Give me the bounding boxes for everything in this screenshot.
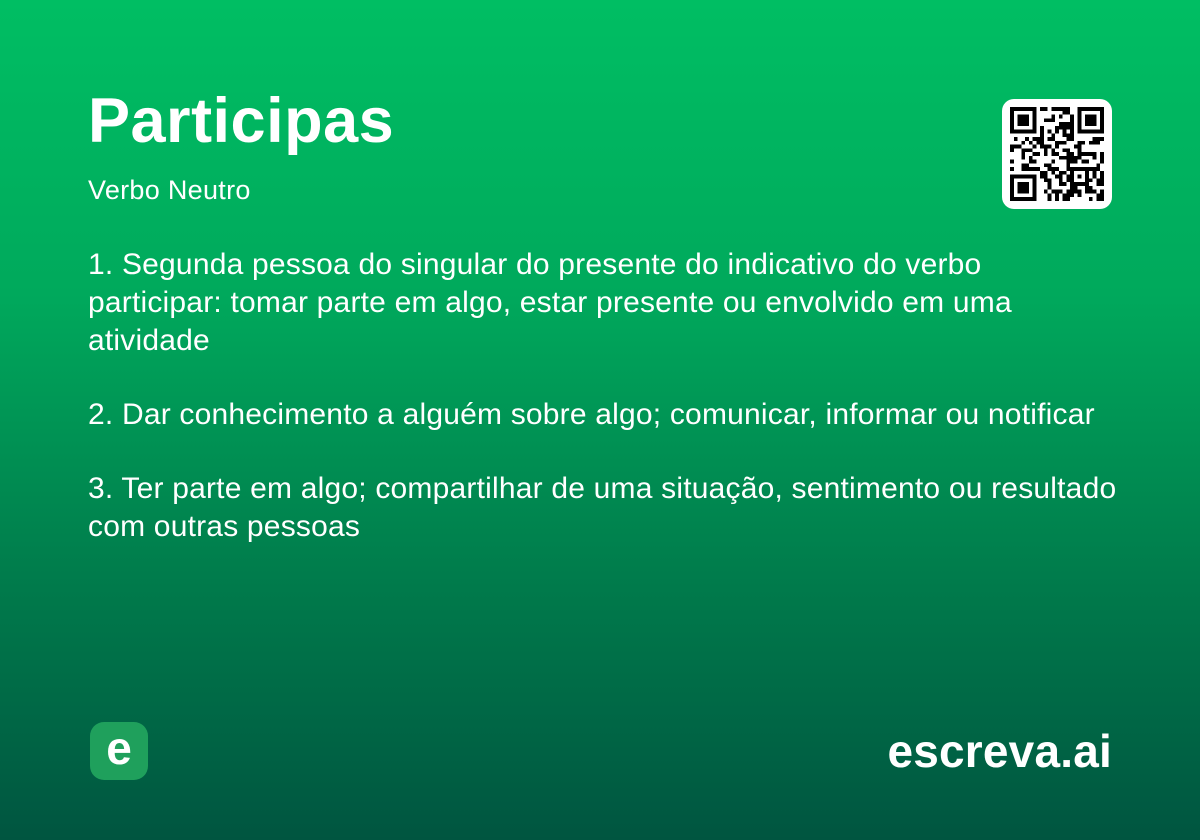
definitions-list: [88, 246, 1118, 582]
header: [88, 88, 1112, 209]
logo-letter: e: [106, 722, 132, 774]
brand-logo-icon: [90, 722, 148, 780]
definition-item: 3. Ter parte em algo; compartilhar de uma situação, sentimento ou resultado com outras pessoas: [88, 472, 1117, 543]
footer: [88, 722, 1112, 780]
definition-item: 1. Segunda pessoa do singular do presente do indicativo do verbo participar: tomar parte em algo, estar presente ou envolvido em uma atividade: [88, 248, 1012, 357]
qr-code-icon: [1002, 99, 1112, 209]
page-title: Participas: [88, 86, 395, 156]
title-block: [88, 88, 394, 206]
word-class-label: Verbo Neutro: [88, 175, 251, 205]
brand-wordmark: escreva.ai: [887, 725, 1112, 777]
definition-item: 2. Dar conhecimento a alguém sobre algo; comunicar, informar ou notificar: [88, 398, 1095, 431]
